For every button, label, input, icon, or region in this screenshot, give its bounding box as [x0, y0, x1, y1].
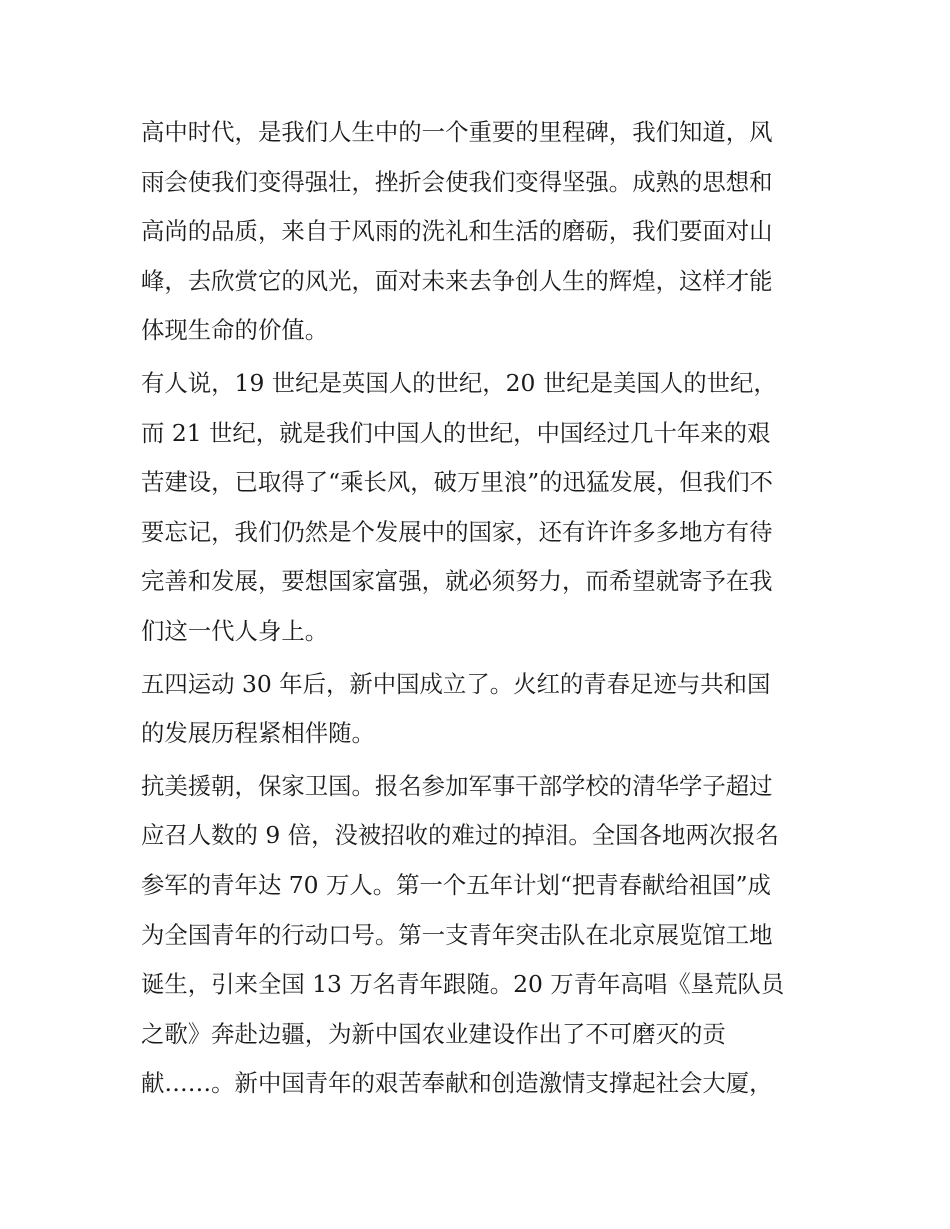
text-line: 应召人数的 9 倍，没被招收的难过的掉泪。全国各地两次报名 — [141, 821, 779, 850]
text-line: 体现生命的价值。 — [141, 316, 329, 345]
paragraph-high-school — [141, 108, 813, 356]
text-line: 参军的青年达 70 万人。第一个五年计划“把青春献给祖国”成 — [141, 870, 771, 899]
text-line: 雨会使我们变得强壮，挫折会使我们变得坚强。成熟的思想和 — [141, 167, 773, 196]
text-line: 五四运动 30 年后，新中国成立了。火红的青春足迹与共和国 — [141, 669, 771, 698]
paragraph-century — [141, 359, 813, 657]
text-line: 诞生，引来全国 13 万名青年跟随。20 万青年高唱《垦荒队员 — [141, 970, 785, 999]
text-line: 有人说，19 世纪是英国人的世纪，20 世纪是美国人的世纪， — [141, 368, 777, 397]
text-line: 的发展历程紧相伴随。 — [141, 719, 375, 748]
text-line: 完善和发展，要想国家富强，就必须努力，而希望就寄予在我 — [141, 567, 773, 596]
text-line: 高中时代，是我们人生中的一个重要的里程碑，我们知道，风 — [141, 118, 773, 146]
text-line: 之歌》奔赴边疆，为新中国农业建设作出了不可磨灭的贡 — [141, 1019, 726, 1048]
text-line: 们这一代人身上。 — [141, 616, 329, 645]
text-line: 而 21 世纪，就是我们中国人的世纪，中国经过几十年来的艰 — [141, 418, 771, 447]
paragraph-korean-war — [141, 762, 813, 1109]
paragraph-may-fourth — [141, 660, 813, 759]
text-line: 高尚的品质，来自于风雨的洗礼和生活的磨砺，我们要面对山 — [141, 217, 773, 246]
text-line: 为全国青年的行动口号。第一支青年突击队在北京展览馆工地 — [141, 920, 773, 949]
text-line: 要忘记，我们仍然是个发展中的国家，还有许许多多地方有待 — [141, 517, 773, 546]
text-line: 献……。新中国青年的艰苦奉献和创造激情支撑起社会大厦， — [141, 1069, 773, 1098]
document-body — [141, 108, 813, 1112]
text-line: 苦建设，已取得了“乘长风，破万里浪”的迅猛发展，但我们不 — [141, 468, 774, 497]
text-line: 抗美援朝，保家卫国。报名参加军事干部学校的清华学子超过 — [141, 771, 773, 800]
text-line: 峰，去欣赏它的风光，面对未来去争创人生的辉煌，这样才能 — [141, 266, 773, 295]
